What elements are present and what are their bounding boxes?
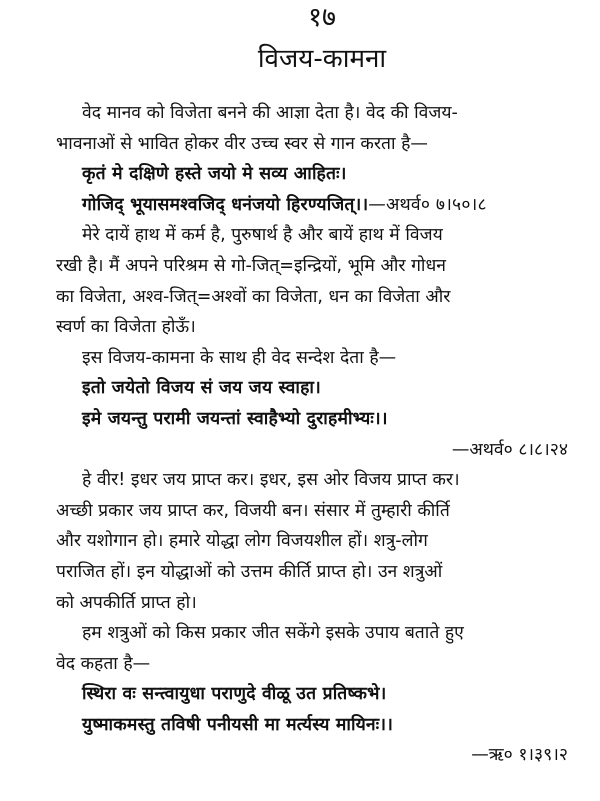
paragraph-line: स्वर्ण का विजेता होऊँ। <box>56 317 196 338</box>
paragraph-line: भावनाओं से भावित होकर वीर उच्च स्वर से गान करता है— <box>56 133 428 154</box>
paragraph-line: को अपकीर्ति प्राप्त हो। <box>56 592 197 613</box>
verse-line: युष्माकमस्तु तविषी पनीयसी मा मर्त्यस्य मायिनः।। <box>82 714 394 735</box>
paragraph-line: का विजेता, अश्व-जित्=अश्वों का विजेता, धन का विजेता और <box>56 286 451 307</box>
verse-reference: —अथर्व० ७।५०।८ <box>368 194 487 215</box>
paragraph-line: हम शत्रुओं को किस प्रकार जीत सकेंगे इसके उपाय बताते हुए <box>82 623 464 644</box>
verse-reference: —अथर्व० ८।८।२४ <box>451 439 568 460</box>
paragraph-line: इस विजय-कामना के साथ ही वेद सन्देश देता है— <box>82 347 397 368</box>
verse-line: इतो जयेतो विजय सं जय जय स्वाहा। <box>82 378 321 399</box>
paragraph-line: और यशोगान हो। हमारे योद्धा लोग विजयशील हों। शत्रु-लोग <box>56 531 428 552</box>
paragraph-line: वेद मानव को विजेता बनने की आज्ञा देता है। वेद की विजय- <box>82 103 458 123</box>
verse-text: गोजिद् भूयासमश्वजिद् धनंजयो हिरण्यजित्।। <box>82 194 369 215</box>
paragraph-line: हे वीर! इधर जय प्राप्त कर। इधर, इस ओर विजय प्राप्त कर। <box>82 470 460 491</box>
paragraph-line: रखी है। मैं अपने परिश्रम से गो-जित्=इन्द्रियों, भूमि और गोधन <box>56 255 446 276</box>
verse-line: इमे जयन्तु परामी जयन्तां स्वाहैभ्यो दुराहमीभ्यः।। <box>82 408 388 429</box>
paragraph-line: अच्छी प्रकार जय प्राप्त कर, विजयी बन। संसार में तुम्हारी कीर्ति <box>56 500 450 521</box>
verse-line <box>56 190 572 221</box>
paragraph-line: वेद कहता है— <box>56 653 151 674</box>
verse-reference: —ऋ० १।३९।२ <box>471 745 568 766</box>
chapter-title: विजय-कामना <box>257 44 387 74</box>
verse-line: स्थिरा वः सन्त्वायुधा पराणुदे वीळू उत प्रतिष्कभे। <box>82 684 387 705</box>
paragraph-line: मेरे दायें हाथ में कर्म है, पुरुषार्थ है और बायें हाथ में विजय <box>82 225 443 246</box>
chapter-number: १७ <box>307 2 337 33</box>
verse-line: कृतं मे दक्षिणे हस्ते जयो मे सव्य आहितः। <box>82 164 347 185</box>
paragraph-line: पराजित हों। इन योद्धाओं को उत्तम कीर्ति प्राप्त हो। उन शत्रुओं <box>56 561 443 582</box>
